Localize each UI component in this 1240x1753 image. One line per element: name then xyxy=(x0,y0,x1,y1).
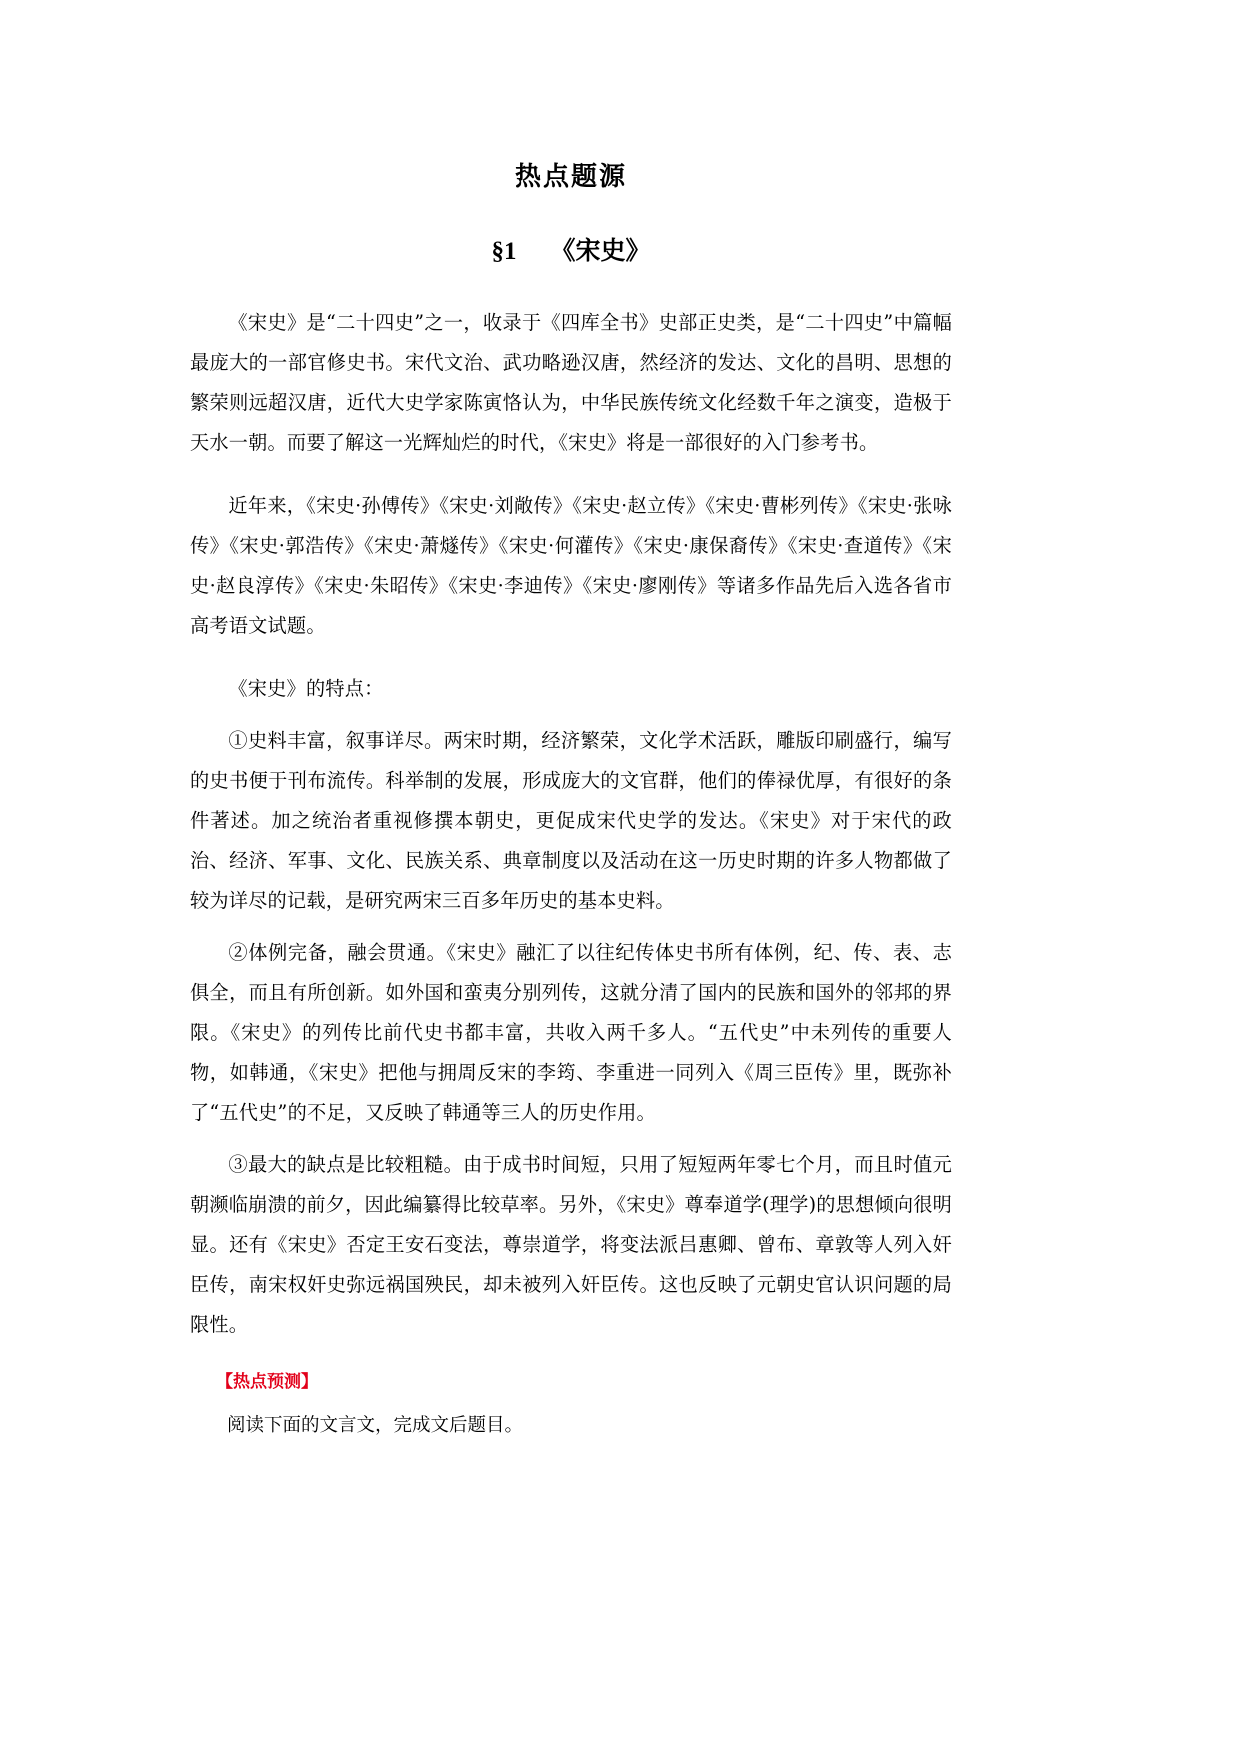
page-title: 热点题源 xyxy=(514,162,627,192)
page-content xyxy=(190,0,952,1443)
section-name: 《宋史》 xyxy=(550,236,651,266)
hot-prediction-instruction: 阅读下面的文言文，完成文后题目。 xyxy=(227,1414,524,1436)
section-heading xyxy=(190,193,952,269)
paragraph-feature-1: ①史料丰富，叙事详尽。两宋时期，经济繁荣，文化学术活跃，雕版印刷盛行，编写的史书便于刊布流传。科举制的发展，形成庞大的文官群，他们的俸禄优厚，有很好的条件著述。加之统治者重视修撰本朝史，更促成宋代史学的发达。《宋史》对于宋代的政治、经济、军事、文化、民族关系、典章制度以及活动在这一历史时期的许多人物都做了较为详尽的记载，是研究两宋三百多年历史的基本史料。 xyxy=(190,728,952,912)
paragraph-exam-usage: 近年来，《宋史·孙傅传》《宋史·刘敞传》《宋史·赵立传》《宋史·曹彬列传》《宋史·张咏传》《宋史·郭浩传》《宋史·萧燧传》《宋史·何灌传》《宋史·康保裔传》《宋史·查道传》《宋史·赵良淳传》《宋史·朱昭传》《宋史·李迪传》《宋史·廖刚传》等诸多作品先后入选各省市高考语文试题。 xyxy=(190,493,952,637)
paragraph-intro: 《宋史》是“二十四史”之一，收录于《四库全书》史部正史类，是“二十四史”中篇幅最庞大的一部官修史书。宋代文治、武功略逊汉唐，然经济的发达、文化的昌明、思想的繁荣则远超汉唐，近代大史学家陈寅恪认为，中华民族传统文化经数千年之演变，造极于天水一朝。而要了解这一光辉灿烂的时代，《宋史》将是一部很好的入门参考书。 xyxy=(190,310,952,454)
hot-prediction-label: 【热点预测】 xyxy=(216,1371,318,1392)
paragraph-features-lead: 《宋史》的特点： xyxy=(228,676,384,700)
paragraph-feature-3: ③最大的缺点是比较粗糙。由于成书时间短，只用了短短两年零七个月，而且时值元朝濒临崩溃的前夕，因此编纂得比较草率。另外，《宋史》尊奉道学(理学)的思想倾向很明显。还有《宋史》否定王安石变法，尊崇道学，将变法派吕惠卿、曾布、章敦等人列入奸臣传，南宋权奸史弥远祸国殃民，却未被列入奸臣传。这也反映了元朝史官认识问题的局限性。 xyxy=(190,1152,952,1336)
section-number: §1 xyxy=(491,238,517,266)
paragraph-feature-2: ②体例完备，融会贯通。《宋史》融汇了以往纪传体史书所有体例，纪、传、表、志俱全，而且有所创新。如外国和蛮夷分别列传，这就分清了国内的民族和国外的邻邦的界限。《宋史》的列传比前代史书都丰富，共收入两千多人。“五代史”中未列传的重要人物，如韩通，《宋史》把他与拥周反宋的李筠、李重进一同列入《周三臣传》里，既弥补了“五代史”的不足，又反映了韩通等三人的历史作用。 xyxy=(190,940,952,1124)
